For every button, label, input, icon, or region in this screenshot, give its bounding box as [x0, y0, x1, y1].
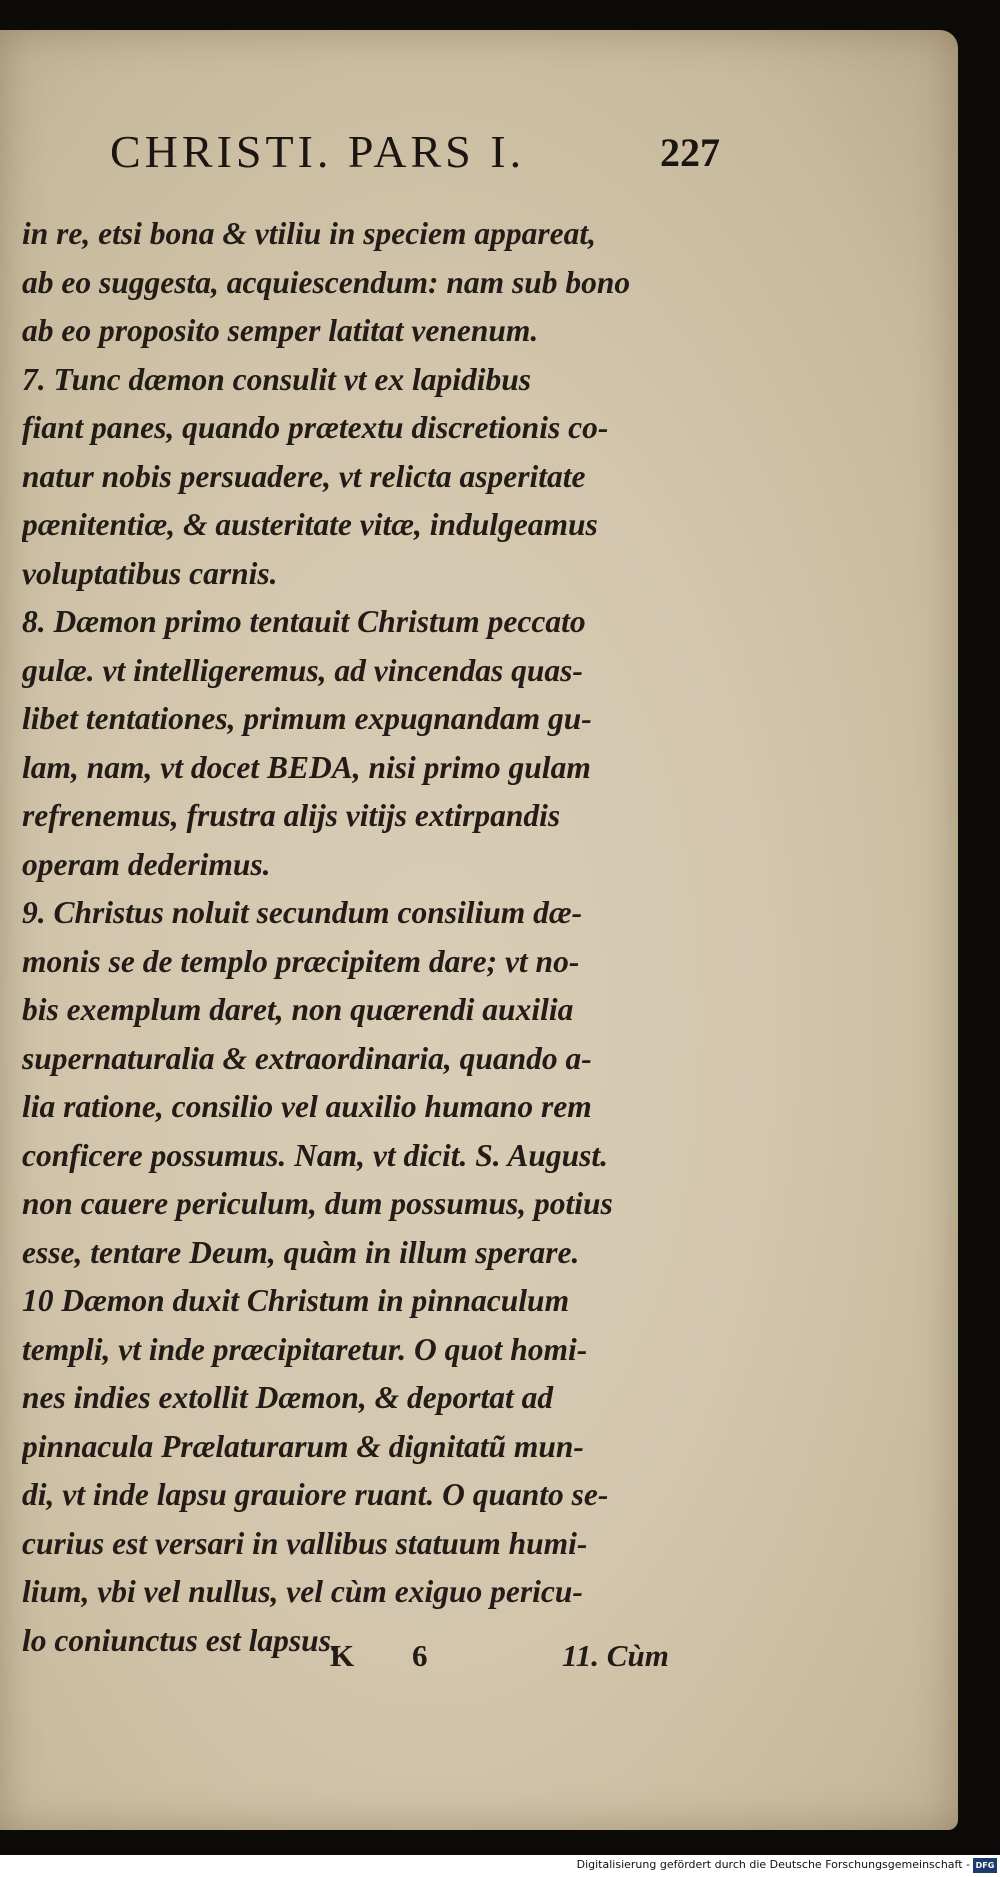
text-line: lam, nam, vt docet BEDA, nisi primo gulam	[22, 749, 591, 785]
text-line: refrenemus, frustra alijs vitijs extirpandis	[22, 798, 561, 833]
text-line: ab eo suggesta, acquiescendum: nam sub bono	[22, 264, 631, 300]
catchword: 11. Cùm	[562, 1638, 669, 1673]
text-line: bis exemplum daret, non quærendi auxilia	[22, 992, 574, 1027]
text-line: 9. Christus noluit secundum consilium dæ-	[22, 895, 583, 930]
text-line: pænitentiæ, & austeritate vitæ, indulgeamus	[22, 507, 598, 542]
text-line: non cauere periculum, dum possumus, potius	[22, 1186, 613, 1221]
text-line: curius est versari in vallibus statuum humi-	[22, 1525, 588, 1561]
text-line: ab eo proposito semper latitat venenum.	[22, 313, 539, 348]
signature-mark: K	[330, 1638, 355, 1673]
dfg-logo-icon[interactable]: DFG	[973, 1858, 997, 1873]
text-line: voluptatibus carnis.	[22, 555, 278, 591]
text-line: templi, vt inde præcipitaretur. O quot homi-	[22, 1331, 588, 1367]
text-line: natur nobis persuadere, vt relicta asperitate	[22, 458, 586, 494]
running-head	[110, 125, 720, 195]
text-line: conficere possumus. Nam, vt dicit. S. August.	[22, 1137, 609, 1173]
text-line: esse, tentare Deum, quàm in illum sperare.	[22, 1234, 580, 1270]
text-line: lium, vbi vel nullus, vel cùm exiguo pericu-	[22, 1574, 583, 1609]
page-number: 227	[660, 130, 720, 175]
body-text	[22, 210, 712, 1665]
footer-bar	[0, 1855, 1000, 1877]
signature-number: 6	[412, 1638, 428, 1673]
text-line: fiant panes, quando prætextu discretionis co-	[22, 410, 609, 445]
text-line: di, vt inde lapsu grauiore ruant. O quanto se-	[22, 1477, 609, 1512]
text-line: 10 Dæmon duxit Christum in pinnaculum	[22, 1283, 570, 1318]
text-line: 8. Dæmon primo tentauit Christum peccato	[22, 604, 586, 639]
funding-credit: Digitalisierung gefördert durch die Deutsche Forschungsgemeinschaft -	[576, 1858, 970, 1871]
text-line: lia ratione, consilio vel auxilio humano rem	[22, 1089, 592, 1124]
text-line: supernaturalia & extraordinaria, quando a-	[22, 1040, 592, 1076]
running-title: CHRISTI. PARS I.	[110, 126, 526, 177]
text-line: operam dederimus.	[22, 846, 271, 882]
signature-line	[330, 1638, 710, 1678]
text-line: 7. Tunc dæmon consulit vt ex lapidibus	[22, 361, 532, 397]
text-line: lo coniunctus est lapsus.	[22, 1622, 339, 1658]
text-line: nes indies extollit Dæmon, & deportat ad	[22, 1380, 554, 1415]
book-page	[0, 30, 958, 1830]
text-line: libet tentationes, primum expugnandam gu-	[22, 701, 592, 736]
text-line: monis se de templo præcipitem dare; vt no-	[22, 943, 580, 979]
text-line: pinnacula Prælaturarum & dignitatũ mun-	[22, 1428, 584, 1464]
text-line: in re, etsi bona & vtiliu in speciem appareat,	[22, 216, 596, 251]
text-line: gulæ. vt intelligeremus, ad vincendas quas-	[22, 652, 583, 688]
